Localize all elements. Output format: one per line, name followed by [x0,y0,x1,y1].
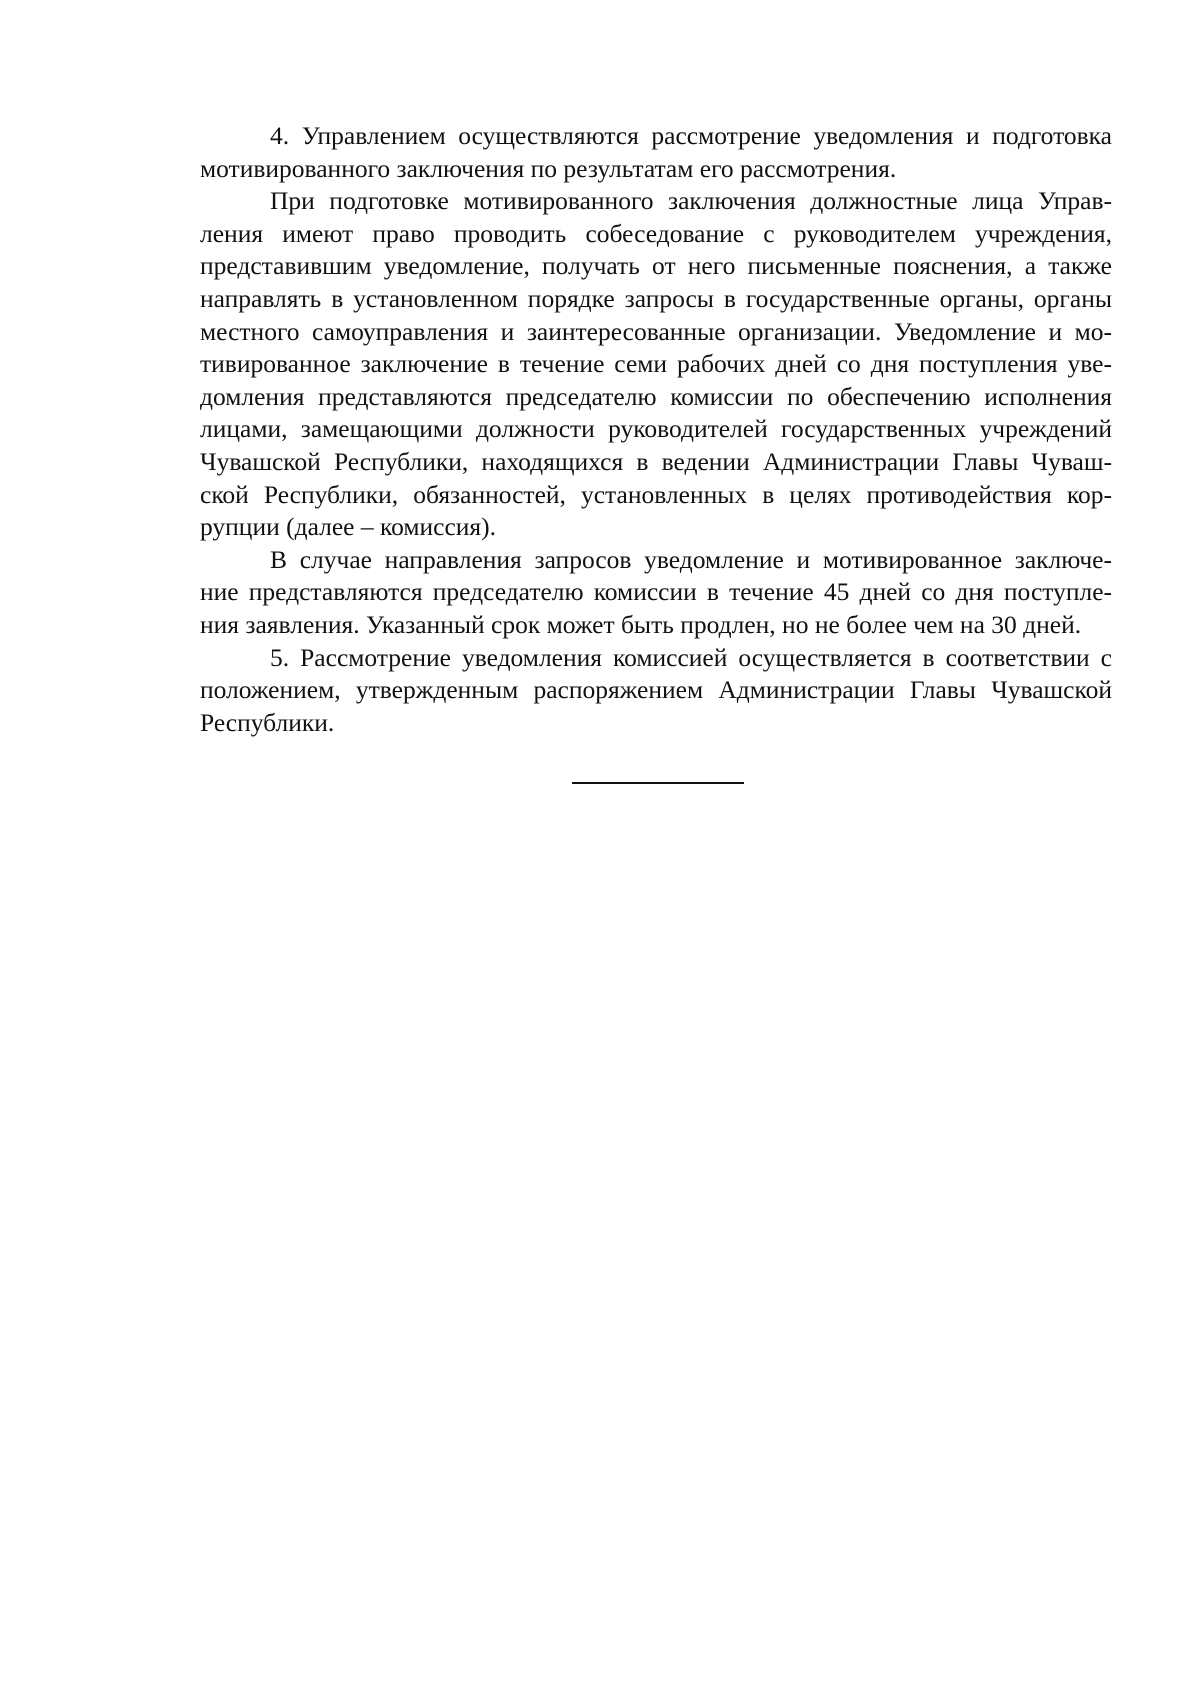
end-separator-line [572,782,744,784]
text-line: направлять в установленном порядке запросы в государственные органы, органы [200,283,1112,313]
text-line: ния заявления. Указанный срок может быть продлен, но не более чем на 30 дней. [200,609,1082,639]
paragraph-4 [200,120,1112,185]
paragraph-4-preparation [200,185,1112,544]
text-line: рупции (далее – комиссия). [200,512,497,542]
text-line: Республики. [200,707,335,737]
text-line: ления имеют право проводить собеседование с руководителем учреждения, [200,218,1112,248]
text-line: При подготовке мотивированного заключения должностные лица Управ- [270,186,1112,216]
text-line: местного самоуправления и заинтересованные организации. Уведомление и мо- [200,316,1112,346]
text-line: 4. Управлением осуществляются рассмотрение уведомления и подготовка [270,121,1112,150]
paragraph-5 [200,642,1112,740]
text-line: тивированное заключение в течение семи рабочих дней со дня поступления уве- [200,349,1112,379]
text-line: представившим уведомление, получать от него письменные пояснения, а также [200,251,1112,281]
text-line: мотивированного заключения по результатам его рассмотрения. [200,153,897,183]
text-line: положением, утвержденным распоряжением Администрации Главы Чувашской [200,675,1112,705]
text-line: ской Республики, обязанностей, установленных в целях противодействия кор- [200,479,1112,509]
text-line: В случае направления запросов уведомление и мотивированное заключе- [270,544,1112,574]
text-line: домления представляются председателю комиссии по обеспечению исполнения [200,381,1112,411]
document-body [200,120,1112,739]
text-line: Чувашской Республики, находящихся в ведении Администрации Главы Чуваш- [200,446,1112,476]
text-line: 5. Рассмотрение уведомления комиссией осуществляется в соответствии с [270,642,1112,672]
text-line: лицами, замещающими должности руководителей государственных учреждений [200,414,1112,444]
paragraph-4-requests [200,544,1112,642]
text-line: ние представляются председателю комиссии в течение 45 дней со дня поступле- [200,577,1112,607]
